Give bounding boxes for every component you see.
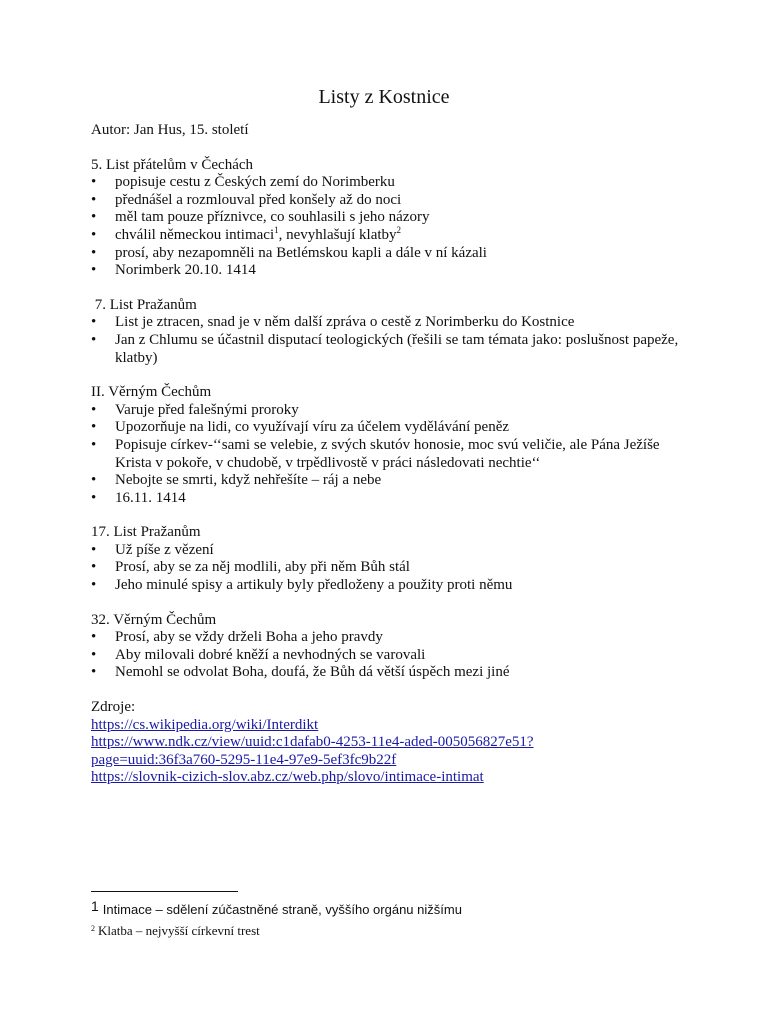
list-item: • Popisuje církev-‘‘sami se velebie, z svých skutóv honosie, moc svú veličie, ale Pána Ježíše Krista v pokoře, v chudobě, v trpědlivostě v práci následovati nechtie‘‘ (91, 437, 691, 472)
footnote-text: Klatba – nejvyšší církevní trest (98, 923, 260, 938)
list-item: • Upozorňuje na lidi, co využívají víru za účelem vydělávání peněz (91, 419, 691, 437)
source-link[interactable]: https://slovnik-cizich-slov.abz.cz/web.php/slovo/intimace-intimat (91, 769, 484, 786)
footnote-2 (91, 923, 260, 939)
list-item: • prosí, aby nezapomněli na Betlémskou kapli a dále v ní kázali (91, 245, 691, 263)
list-item: • Už píše z vězení (91, 542, 691, 560)
bullet-list (91, 542, 691, 595)
section-heading: 32. Věrným Čechům (91, 611, 217, 628)
section-heading: 7. List Pražanům (91, 296, 197, 313)
bullet-list (91, 314, 691, 367)
footnote-number: 2 (91, 924, 95, 933)
footnote-number: 1 (91, 898, 99, 914)
section-heading: 5. List přátelům v Čechách (91, 156, 254, 173)
source-link[interactable]: page=uuid:36f3a760-5295-11e4-97e9-5ef3fc9b22f (91, 751, 397, 768)
list-item-text-cont: , nevyhlašují klatby (278, 226, 397, 243)
sources-label: Zdroje: (91, 699, 136, 716)
list-item: • Prosí, aby se za něj modlili, aby při něm Bůh stál (91, 559, 691, 577)
document-title: Listy z Kostnice (318, 86, 450, 108)
footnote-ref-2[interactable]: 2 (396, 224, 402, 235)
list-item: • Prosí, aby se vždy drželi Boha a jeho pravdy (91, 629, 691, 647)
list-item: • Jan z Chlumu se účastnil disputací teologických (řešili se tam témata jako: poslušnost papeže, klatby) (91, 332, 691, 367)
list-item: • Nemohl se odvolat Boha, doufá, že Bůh dá větší úspěch mezi jiné (91, 664, 691, 682)
list-item: • měl tam pouze příznivce, co souhlasili s jeho názory (91, 209, 691, 227)
bullet-list (91, 174, 691, 280)
bullet-list (91, 402, 691, 508)
source-link[interactable]: https://www.ndk.cz/view/uuid:c1dafab0-4253-11e4-aded-005056827e51? (91, 734, 534, 751)
document-body (91, 122, 691, 787)
footnote-text: Intimace – sdělení zúčastněné straně, vyššího orgánu nižšímu (102, 902, 462, 917)
list-item: • Jeho minulé spisy a artikuly byly předloženy a použity proti němu (91, 577, 691, 595)
list-item (91, 224, 691, 245)
sources-block (91, 699, 691, 787)
source-link[interactable]: https://cs.wikipedia.org/wiki/Interdikt (91, 716, 319, 733)
footnote-ref-1[interactable]: 1 (274, 224, 279, 235)
author-line: Autor: Jan Hus, 15. století (91, 122, 249, 138)
list-item: • popisuje cestu z Českých zemí do Norimberku (91, 174, 691, 192)
section-heading: 17. List Pražanům (91, 524, 201, 541)
bullet-list (91, 629, 691, 682)
list-item: • Varuje před falešnými proroky (91, 402, 691, 420)
list-item: • Aby milovali dobré kněží a nevhodných se varovali (91, 647, 691, 665)
list-item: • List je ztracen, snad je v něm další zpráva o cestě z Norimberku do Kostnice (91, 314, 691, 332)
list-item: • Nebojte se smrti, když nehřešíte – ráj a nebe (91, 472, 691, 490)
list-item: • 16.11. 1414 (91, 490, 691, 508)
list-item: • Norimberk 20.10. 1414 (91, 262, 691, 280)
list-item-text: chválil německou intimaci (115, 226, 275, 243)
section-heading: II. Věrným Čechům (91, 384, 212, 401)
list-item: • přednášel a rozmlouval před konšely až do noci (91, 192, 691, 210)
footnote-1 (91, 898, 462, 917)
footnote-separator (91, 891, 238, 892)
